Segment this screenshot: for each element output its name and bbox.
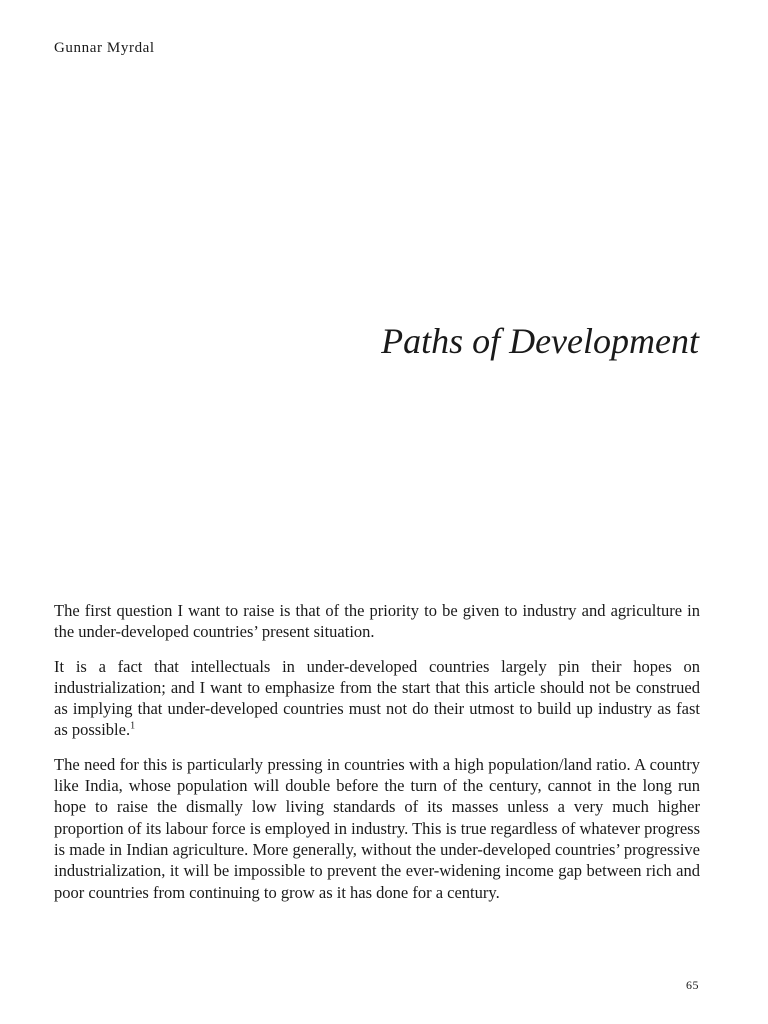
footnote-marker[interactable]: 1 — [130, 720, 136, 732]
paragraph-text: The first question I want to raise is that of the priority to be given to industry and agriculture in the under-developed countries’ present situation. — [54, 601, 700, 642]
author-name: Gunnar Myrdal — [54, 40, 155, 56]
paragraph — [54, 600, 700, 643]
article-title: Paths of Development — [381, 321, 699, 361]
page-number: 65 — [686, 978, 699, 992]
paragraph-text: The need for this is particularly pressing in countries with a high population/land ratio. A country like India, whose population will double before the turn of the century, cannot in the long run hope to raise the dismally low living standards of its masses unless a very much higher proportion of its labour force is employed in industry. This is true regardless of whatever progress is made in Indian agriculture. More generally, without the under-developed countries’ progressive industrialization, it will be impossible to prevent the ever-widening income gap between rich and poor countries from continuing to grow as it has done for a century. — [54, 754, 700, 902]
paragraph — [54, 656, 700, 741]
paragraph-text: It is a fact that intellectuals in under-developed countries largely pin their hopes on industrialization; and I want to emphasize from the start that this article should not be construed as implying that under-developed countries must not do their utmost to build up industry as fast as possible. — [54, 656, 700, 740]
article-body — [54, 600, 700, 916]
paragraph — [54, 754, 700, 903]
